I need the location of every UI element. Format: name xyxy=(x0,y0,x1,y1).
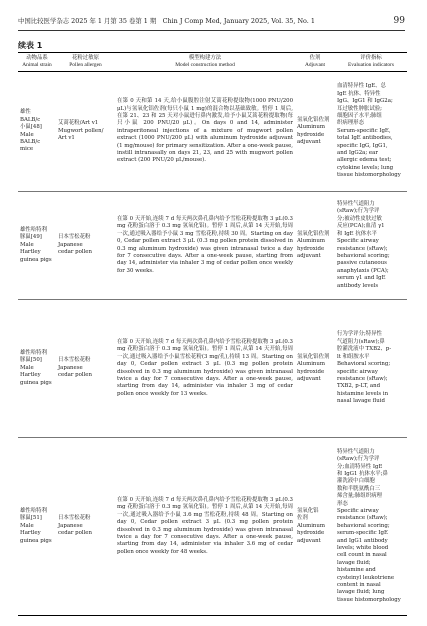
adjuvant-cell-line: Aluminum xyxy=(297,361,325,368)
indicators-cell-line: 烯含量;肺组织病理 xyxy=(337,493,382,500)
adjuvant-cell-line: 氢氧化铝佐剂 xyxy=(297,230,330,237)
indicators-cell-line: specific IgG, IgG1, xyxy=(337,142,388,149)
strain-cell-line: 雄性哈特利 xyxy=(20,349,47,356)
indicators-cell-line: cytokine levels; lung xyxy=(337,164,394,171)
indicators-cell-line: histamine levels in xyxy=(337,390,389,397)
header-row xyxy=(18,53,407,72)
allergen-cell xyxy=(56,300,115,438)
strain-cell-line: 小鼠[48] xyxy=(20,124,42,131)
indicators-cell-line: tissue histomorphology xyxy=(337,172,401,179)
indicators-cell-line: levels; white blood xyxy=(337,545,389,552)
adjuvant-cell-line: 氢氧化铝佐剂 xyxy=(297,116,330,123)
column-header: 评价指标 Evaluation indicators xyxy=(348,55,394,68)
indicators-cell-line: total IgE antibodies, xyxy=(337,135,393,142)
indicators-cell-line: TXB2, p-LT, and xyxy=(337,383,381,390)
indicators-cell-line: 和 IgG1 抗体水平;鼻 xyxy=(337,470,388,477)
indicators-cell-line: 形态 xyxy=(337,500,348,507)
adjuvant-cell-line: hydroxide xyxy=(297,368,325,375)
indicators-cell-line: 行为学评分;特异性 xyxy=(337,331,382,338)
indicators-cell-line: content in nasal xyxy=(337,582,381,589)
indicators-cell-line: 特异性气道阻力 xyxy=(337,201,375,208)
allergen-cell-line: cedar pollen xyxy=(58,249,92,256)
strain-cell xyxy=(18,72,56,192)
allergen-cell-line: 日本雪松花粉 xyxy=(58,515,91,522)
strain-cell-line: 雄性哈特利 xyxy=(20,226,47,233)
adjuvant-cell-line: 佐剂 xyxy=(297,515,308,522)
indicators-cell-line: 腔灌洗液中 TXB2、p- xyxy=(337,346,392,353)
strain-cell-line: mice xyxy=(20,146,34,153)
strain-cell-line: 雄性哈特利 xyxy=(20,507,47,514)
indicators-cell-line: 反应(PCA);血清 γ1 xyxy=(337,223,385,230)
strain-cell-line: guinea pigs xyxy=(20,537,52,544)
indicators-cell-line: (sRaw);行为学评 xyxy=(337,456,380,463)
indicators-cell-line: passive cutaneous xyxy=(337,260,387,267)
indicators-cell-line: IgE 抗体、特异性 xyxy=(337,90,381,97)
indicators-cell-line: 特异性气道阻力 xyxy=(337,448,375,455)
allergen-cell xyxy=(56,192,115,300)
adjuvant-cell xyxy=(295,300,335,438)
indicators-cell-line: nasal lavage fluid xyxy=(337,398,385,405)
indicators-cell-line: 织病理形态 xyxy=(337,120,364,127)
page-number: 99 xyxy=(393,16,405,26)
strain-cell-line: guinea pigs xyxy=(20,256,52,263)
indicators-cell-line: 灌洗液中白细胞 xyxy=(337,478,375,485)
indicators-cell-line: 耳过敏性肿胀试验; xyxy=(337,105,382,112)
column-header: 动物品系 Animal strain xyxy=(22,55,52,68)
table-row xyxy=(18,300,407,438)
indicators-cell-line: antibody levels xyxy=(337,282,379,289)
strain-cell-line: Male Hartley xyxy=(20,364,41,379)
indicators-cell-line: and IgG2a; ear xyxy=(337,150,378,157)
indicators-cell-line: behavioral scoring; xyxy=(337,252,390,259)
indicators-cell-line: serum γ1 and IgE xyxy=(337,275,386,282)
strain-cell-line: 豚鼠[50] xyxy=(20,357,42,364)
indicators-cell-line: lt 和组胺水平 xyxy=(337,353,370,360)
adjuvant-cell xyxy=(295,438,335,616)
indicators-cell-line: resistance (sRaw); xyxy=(337,245,388,252)
indicators-cell-line: 气道阻力(sRaw);鼻 xyxy=(337,338,385,345)
indicators-cell-line: cysteinyl leukotriene xyxy=(337,574,395,581)
strain-cell-line: BALB/c xyxy=(20,138,41,145)
strain-cell-line: Male Hartley xyxy=(20,241,41,256)
indicators-cell-line: lavage fluid; lung xyxy=(337,589,385,596)
allergen-cell xyxy=(56,438,115,616)
adjuvant-cell xyxy=(295,192,335,300)
allergen-cell-line: Art v1 xyxy=(58,135,75,142)
running-header xyxy=(18,14,405,28)
allergen-cell-line: Japanese xyxy=(58,241,83,248)
adjuvant-cell-line: adjuvant xyxy=(297,375,321,382)
strain-cell xyxy=(18,300,56,438)
table-body xyxy=(18,72,407,616)
indicators-cell xyxy=(335,300,407,438)
adjuvant-cell-line: hydroxide xyxy=(297,131,325,138)
strain-cell xyxy=(18,438,56,616)
indicators-cell-line: Specific airway xyxy=(337,238,379,245)
table-row xyxy=(18,72,407,192)
allergen-cell-line: cedar pollen xyxy=(58,372,92,379)
allergen-cell xyxy=(56,72,115,192)
adjuvant-cell-line: Aluminum xyxy=(297,238,325,245)
model-table xyxy=(18,52,407,616)
table-row xyxy=(18,438,407,616)
strain-cell-line: Male Hartley xyxy=(20,522,41,537)
indicators-cell-line: resistance (sRaw); xyxy=(337,375,388,382)
allergen-cell-line: Japanese xyxy=(58,364,83,371)
indicators-cell-line: 血清特异性 IgE、总 xyxy=(337,83,386,90)
adjuvant-cell-line: Aluminum xyxy=(297,124,325,131)
indicators-cell-line: allergic edema test; xyxy=(337,157,392,164)
indicators-cell-line: behavioral scoring; xyxy=(337,522,390,529)
allergen-cell-line: Mugwort pollen/ xyxy=(58,127,104,134)
allergen-cell-line: 艾蒿花粉/Art v1 xyxy=(58,120,99,127)
indicators-cell-line: 分;血清特异性 IgE xyxy=(337,463,383,470)
allergen-cell-line: 日本雪松花粉 xyxy=(58,357,91,364)
indicators-cell-line: Serum-specific IgE, xyxy=(337,127,391,134)
indicators-cell-line: (sRaw);行为学评 xyxy=(337,208,380,215)
indicators-cell-line: lavage fluid; xyxy=(337,559,371,566)
indicators-cell-line: Specific airway xyxy=(337,507,379,514)
strain-cell-line: 雄性 xyxy=(20,109,31,116)
indicators-cell-line: 细胞因子水平;肺组 xyxy=(337,112,382,119)
strain-cell-line: BALB/c xyxy=(20,116,41,123)
table-head xyxy=(18,53,407,72)
adjuvant-cell-line: Aluminum xyxy=(297,522,325,529)
strain-cell-line: 豚鼠[49] xyxy=(20,234,42,241)
indicators-cell-line: specific airway xyxy=(337,368,378,375)
strain-cell xyxy=(18,192,56,300)
column-header: 佐剂 Adjuvant xyxy=(304,55,326,68)
strain-cell-line: Male xyxy=(20,131,34,138)
indicators-cell-line: 分;被动性皮肤过敏 xyxy=(337,215,382,222)
adjuvant-cell-line: 氢氧化铝 xyxy=(297,507,319,514)
table-title: 续表 1 xyxy=(18,41,43,50)
allergen-cell-line: 日本雪松花粉 xyxy=(58,234,91,241)
allergen-cell-line: Japanese xyxy=(58,522,83,529)
journal-citation: 中国比较医学杂志 2025 年 1 月第 35 卷第 1 期 Chin J Comp Med, January 2025, Vol. 35, No. 1 xyxy=(18,17,315,25)
indicators-cell xyxy=(335,438,407,616)
allergen-cell-line: cedar pollen xyxy=(58,530,92,537)
column-header: 花粉过敏原 Pollen allergen xyxy=(69,55,102,68)
indicators-cell-line: IgG、IgG1 和 IgG2a; xyxy=(337,98,393,105)
strain-cell-line: guinea pigs xyxy=(20,379,52,386)
column-header: 模型构建方法 Model construction method xyxy=(175,55,235,68)
method-cell: 在第 0 天和第 14 天,给小鼠腹腔注射艾蒿花粉提取物(1000 PNU/200 μL)与氢氧化铝佐剂(每只小鼠 1 mg)的混合物以基础致敏。暂停 1 周后,在第 21、23 和 25 天对小鼠进行鼻内激发,给予小鼠艾蒿花粉提取物(每只小鼠 200 PNU/20 μL)。On days 0 and 14, administer intraperitoneal injections of a mixture of mugwort pollen extract (1000 PNU/200 μL) with aluminum hydroxide adjuvant (1 mg/mouse) for primary sensitization. After a one-week pause, instill intranasally on days 21, 23, and 25 with mugwort pollen extract (200 PNU/20 μL/mouse). xyxy=(117,98,293,164)
strain-cell-line: 豚鼠[51] xyxy=(20,515,42,522)
method-cell: 在第 0 天开始,连续 7 d 每天两次鼻孔鼻内给予雪松花粉提取物 3 μL(0.3 mg 花粉蛋白溶于 0.3 mg 氢氧化铝)。暂停 1 周后,从第 14 天开始,每周一次,通过吸入器给予小鼠 3 mg 雪松花粉,持续 30 周。Starting on day 0, Cedar pollen extract 3 μL (0.3 mg pollen protein dissolved in 0.3 mg aluminum hydroxide) was given intranasal twice a day for 7 consecutive days. After a one-week pause, starting from day 14, administer via inhaler 3 mg of cedar pollen once weekly for 30 weeks. xyxy=(117,215,293,274)
adjuvant-cell-line: adjuvant xyxy=(297,138,321,145)
adjuvant-cell-line: hydroxide xyxy=(297,245,325,252)
adjuvant-cell xyxy=(295,72,335,192)
indicators-cell xyxy=(335,72,407,192)
indicators-cell-line: resistance (sRaw); xyxy=(337,515,388,522)
adjuvant-cell-line: adjuvant xyxy=(297,537,321,544)
indicators-cell xyxy=(335,192,407,300)
indicators-cell-line: tissue histomorphology xyxy=(337,596,401,603)
method-cell: 在第 0 天开始,连续 7 d 每天两次鼻孔鼻内给予雪松花粉提取物 3 μL(0.3 mg 花粉蛋白溶于 0.3 mg 氢氧化铝)。暂停 1 周后,从第 14 天开始,每周一次,通过吸入器给予小鼠 3.6 mg 雪松花粉,持续 48 周。Starting on day 0, Cedar pollen extract 3 μL (0.3 mg pollen protein dissolved in 0.3 mg aluminum hydroxide) was given intranasal twice a day for 7 consecutive days. After a one-week pause, starting from day 14, administer via inhaler 3.6 mg of cedar pollen once weekly for 48 weeks. xyxy=(117,496,293,555)
table-row xyxy=(18,192,407,300)
adjuvant-cell-line: adjuvant xyxy=(297,252,321,259)
indicators-cell-line: Behavioral scoring; xyxy=(337,361,391,368)
indicators-cell-line: serum-specific IgE xyxy=(337,530,388,537)
indicators-cell-line: 和 IgE 抗体水平 xyxy=(337,230,377,237)
indicators-cell-line: histamine and xyxy=(337,567,376,574)
adjuvant-cell-line: hydroxide xyxy=(297,530,325,537)
indicators-cell-line: and IgG1 antibody xyxy=(337,537,388,544)
indicators-cell-line: cell count in nasal xyxy=(337,552,387,559)
adjuvant-cell-line: 氢氧化铝佐剂 xyxy=(297,353,330,360)
header-rule xyxy=(18,30,405,31)
indicators-cell-line: anaphylaxis (PCA); xyxy=(337,267,389,274)
indicators-cell-line: 数和半胱氨酰白三 xyxy=(337,485,381,492)
method-cell: 在第 0 天开始,连续 7 d 每天两次鼻孔鼻内给予雪松花粉提取物 3 μL(0.3 mg 花粉蛋白溶于 0.3 mg 氢氧化铝)。暂停 1 周后,从第 14 天开始,每周一次,通过吸入器给予小鼠雪松花粉(3 mg/孔),持续 13 周。Starting on day 0, Cedar pollen extract 3 μL (0.3 mg pollen protein dissolved in 0.3 mg aluminum hydroxide) was given intranasal twice a day for 7 consecutive days. After a one-week pause, starting from day 14, administer via inhaler 3 mg of cedar pollen once weekly for 13 weeks. xyxy=(117,338,293,397)
